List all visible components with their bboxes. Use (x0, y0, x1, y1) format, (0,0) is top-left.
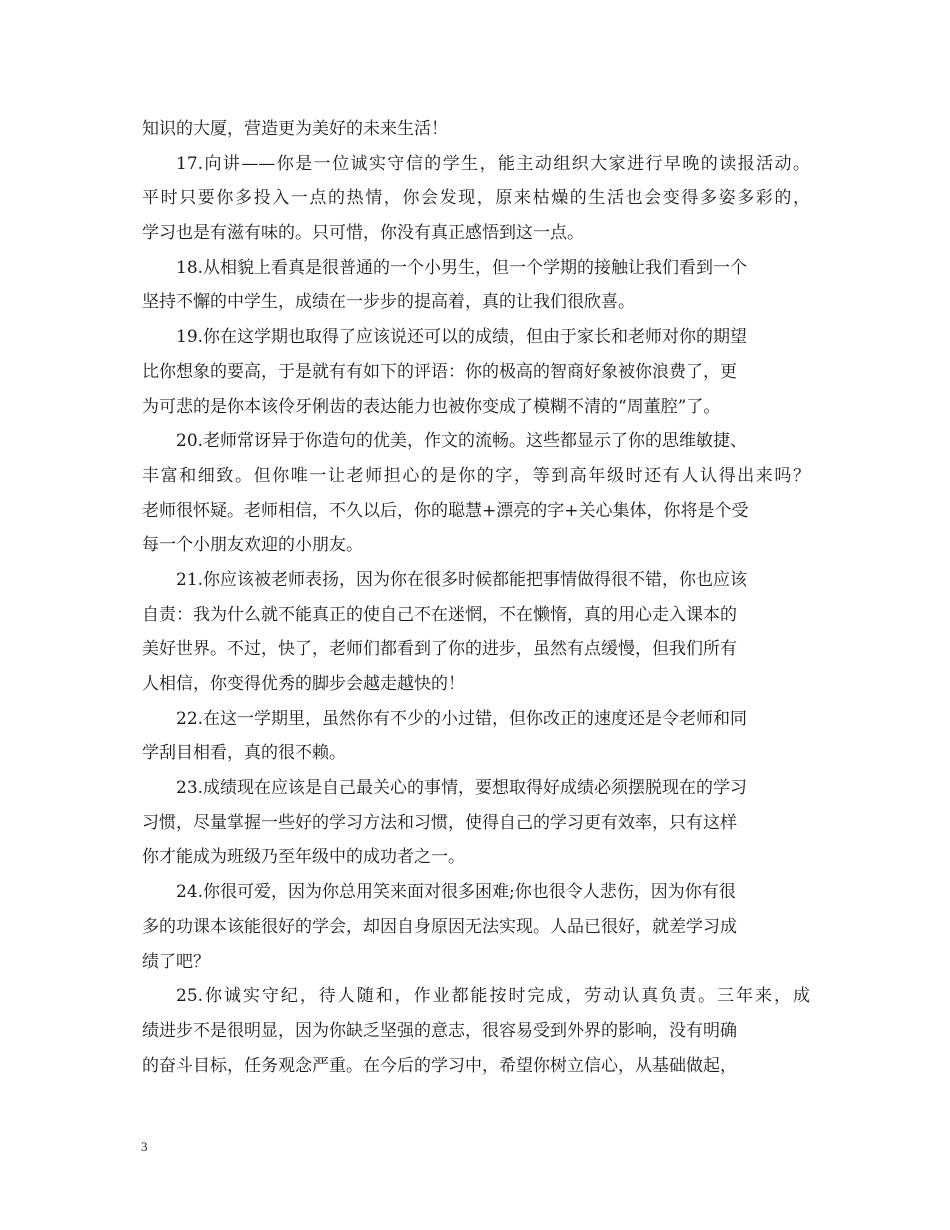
text-line: 的奋斗目标，任务观念严重。在今后的学习中，希望你树立信心，从基础做起， (142, 1055, 737, 1076)
text-line: 学刮目相看，真的很不赖。 (142, 743, 346, 764)
text-line: 24.你很可爱，因为你总用笑来面对很多困难;你也很令人悲伤，因为你有很 (176, 882, 736, 903)
page-number: 3 (141, 1139, 148, 1154)
text-line: 20.老师常讶异于你造句的优美，作文的流畅。这些都显示了你的思维敏捷、 (176, 431, 748, 452)
text-line: 比你想象的要高，于是就有有如下的评语：你的极高的智商好象被你浪费了，更 (142, 361, 737, 382)
text-line: 绩进步不是很明显，因为你缺乏坚强的意志，很容易受到外界的影响，没有明确 (142, 1020, 737, 1041)
text-line: 25.你诚实守纪，待人随和，作业都能按时完成，劳动认真负责。三年来，成 (176, 986, 810, 1007)
text-line: 知识的大厦，营造更为美好的未来生活！ (142, 119, 448, 139)
document-body (142, 112, 810, 1083)
text-line: 习惯，尽量掌握一些好的学习方法和习惯，使得自己的学习更有效率，只有这样 (142, 812, 737, 833)
text-line: 19.你在这学期也取得了应该说还可以的成绩，但由于家长和老师对你的期望 (176, 327, 748, 348)
text-line: 老师很怀疑。老师相信，不久以后，你的聪慧+漂亮的字+关心集体，你将是个受 (142, 500, 749, 521)
text-line: 坚持不懈的中学生，成绩在一步步的提高着，真的让我们很欣喜。 (142, 292, 635, 313)
text-line: 为可悲的是你本该伶牙俐齿的表达能力也被你变成了模糊不清的“周董腔”了。 (142, 396, 721, 417)
text-line: 每一个小朋友欢迎的小朋友。 (142, 535, 363, 556)
text-line: 21.你应该被老师表扬，因为你在很多时候都能把事情做得很不错，你也应该 (176, 569, 748, 590)
text-line: 多的功课本该能很好的学会，却因自身原因无法实现。人品已很好，就差学习成 (142, 916, 737, 937)
text-line: 平时只要你多投入一点的热情，你会发现，原来枯燥的生活也会变得多姿多彩的， (142, 188, 810, 209)
text-line: 丰富和细致。但你唯一让老师担心的是你的字，等到高年级时还有人认得出来吗？ (142, 465, 810, 486)
text-line: 美好世界。不过，快了，老师们都看到了你的进步，虽然有点缓慢，但我们所有 (142, 639, 737, 660)
text-line: 22.在这一学期里，虽然你有不少的小过错，但你改正的速度还是令老师和同 (176, 708, 748, 729)
text-line: 人相信，你变得优秀的脚步会越走越快的！ (142, 674, 465, 694)
text-line: 绩了吧？ (142, 951, 210, 972)
text-line: 你才能成为班级乃至年级中的成功者之一。 (142, 847, 465, 868)
text-line: 23.成绩现在应该是自己最关心的事情，要想取得好成绩必须摆脱现在的学习 (176, 778, 748, 799)
text-line: 学习也是有滋有味的。只可惜，你没有真正感悟到这一点。 (142, 223, 584, 244)
text-line: 18.从相貌上看真是很普通的一个小男生，但一个学期的接触让我们看到一个 (176, 257, 748, 278)
text-line: 自责：我为什么就不能真正的使自己不在迷惘，不在懒惰，真的用心走入课本的 (142, 604, 737, 625)
text-line: 17.向讲——你是一位诚实守信的学生，能主动组织大家进行早晚的读报活动。 (176, 153, 810, 174)
